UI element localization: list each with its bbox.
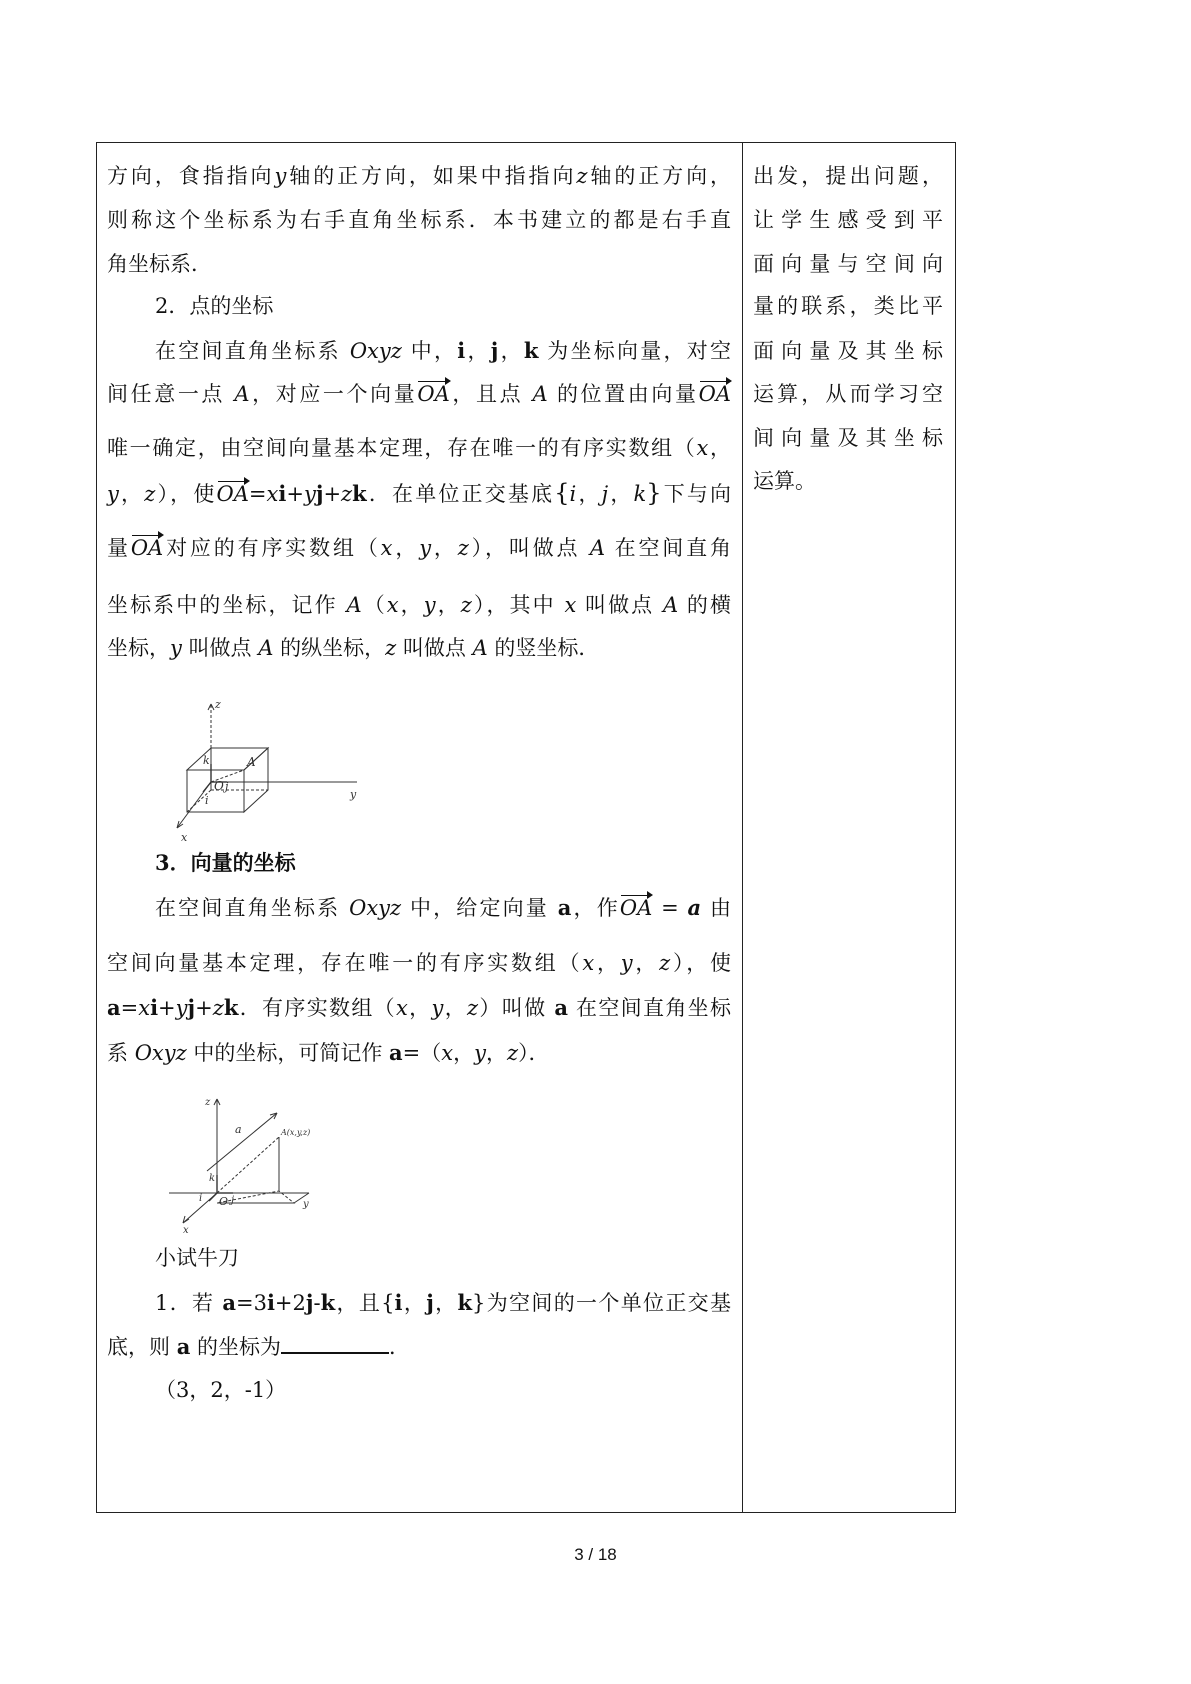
math-var: A: [532, 382, 548, 406]
text: ，且点: [449, 382, 533, 406]
text: ，: [608, 482, 634, 506]
math-var: x: [380, 536, 393, 560]
text: ，: [453, 1041, 475, 1065]
math-var: i: [569, 482, 577, 506]
paragraph-line: [107, 433, 731, 463]
text: +: [323, 482, 342, 506]
text: -: [313, 1291, 321, 1315]
math-var: Oxyz: [134, 1041, 187, 1065]
math-var: z: [457, 536, 469, 560]
text: ，作: [571, 896, 620, 920]
math-bold: k: [457, 1290, 473, 1315]
text: 的纵坐标，: [273, 636, 386, 660]
math-bold: j: [426, 1290, 434, 1315]
label-y: y: [350, 788, 357, 801]
math-bold: j: [187, 995, 196, 1020]
column-divider: [742, 143, 743, 1512]
label-k: k: [203, 754, 210, 767]
text: ，: [407, 996, 432, 1020]
note-line: 让学生感受到平: [753, 208, 943, 232]
section-heading-3: 3．向量的坐标: [155, 850, 296, 875]
label-j: j: [231, 1195, 235, 1206]
text: ，: [632, 951, 660, 975]
math-bold: a: [554, 995, 569, 1020]
label-y: y: [303, 1199, 309, 1210]
question-line: [155, 1288, 731, 1318]
math-var: y: [431, 996, 444, 1020]
label-z: z: [205, 1097, 211, 1108]
text: 方向，食指指向: [107, 164, 275, 188]
brace: }: [646, 479, 662, 507]
paragraph-line: [107, 379, 731, 409]
math-bold: a: [222, 1290, 236, 1315]
math-bold: i: [394, 1290, 403, 1315]
note-line: 面向量与空间向: [753, 252, 943, 276]
paragraph-line: [107, 633, 599, 663]
math-var: A: [258, 636, 274, 660]
math-bold: j: [305, 1290, 314, 1315]
text: ，: [485, 1041, 507, 1065]
text: 唯一确定，由空间向量基本定理，存在唯一的有序实数组（: [107, 436, 697, 460]
text: ．有序实数组（: [238, 996, 396, 1020]
text: 中，: [401, 339, 458, 363]
note-line: 量的联系，类比平: [753, 294, 943, 318]
text: ），其中: [471, 593, 565, 617]
text: ，: [594, 951, 621, 975]
math-var: A: [346, 593, 362, 617]
practice-heading: 小试牛刀: [155, 1246, 239, 1270]
math-var: y: [620, 951, 633, 975]
text: 轴的正方向，: [587, 164, 732, 188]
note-line: 面向量及其坐标: [753, 339, 943, 363]
text: 的位置由向量: [547, 382, 699, 406]
text: 底，则: [107, 1335, 177, 1359]
math-var: A: [589, 536, 606, 560]
label-k: k: [209, 1173, 216, 1184]
math-bold: a: [557, 895, 572, 920]
math-var: z: [659, 951, 671, 975]
answer-blank: [281, 1330, 389, 1354]
text: （: [361, 593, 387, 617]
math-var: z: [467, 996, 479, 1020]
paragraph-line: [155, 336, 731, 366]
text: =（: [402, 1041, 442, 1065]
math-bold: a: [389, 1040, 403, 1065]
text: 叫做点: [576, 593, 663, 617]
text: 间任意一点: [107, 382, 235, 406]
math-var: z: [460, 593, 472, 617]
math-var: y: [419, 536, 432, 560]
text: ）叫做: [478, 996, 555, 1020]
brace: {: [554, 479, 570, 507]
vector-OA-line: [217, 1137, 279, 1193]
text: 对应的有序实数组（: [163, 536, 381, 560]
label-i: i: [199, 1193, 203, 1204]
label-x: x: [183, 1225, 189, 1233]
label-a: a: [235, 1123, 242, 1136]
math-bold: a: [176, 1334, 191, 1359]
text: ，: [402, 1291, 427, 1315]
text: ）．: [518, 1041, 550, 1065]
paragraph-line: [107, 533, 731, 563]
math-var: k: [633, 482, 647, 506]
question-line: [107, 1330, 410, 1362]
x-arrow: [183, 1216, 189, 1223]
text: ，: [498, 339, 524, 363]
text: ．: [388, 1335, 410, 1359]
text: ，且{: [335, 1291, 395, 1315]
math-var: x: [441, 1041, 454, 1065]
math-var: z: [506, 1041, 519, 1065]
text: 中的坐标，可简记作: [186, 1041, 390, 1065]
text: =: [248, 482, 267, 506]
note-line: 运算，从而学习空: [753, 382, 943, 406]
text: =3: [235, 1291, 267, 1315]
math-var: Oxyz: [349, 339, 402, 363]
section-heading-2: 2．点的坐标: [155, 294, 274, 318]
unit-i: [209, 1193, 217, 1201]
text: 中，给定向量: [401, 896, 558, 920]
math-bold: i: [457, 338, 466, 363]
text: ，: [118, 482, 145, 506]
text: 1．若: [155, 1291, 223, 1315]
math-bold: k: [352, 481, 367, 506]
math-var: z: [576, 164, 588, 188]
text: 的坐标为: [190, 1335, 281, 1359]
text: 下与向: [661, 482, 732, 506]
paragraph-line: [107, 1038, 550, 1068]
vector-OA: OA: [699, 379, 731, 409]
math-var: j: [601, 482, 609, 506]
cube-coordinate-figure: [167, 698, 357, 843]
vector-OA: OA: [217, 479, 249, 509]
math-var: y: [303, 482, 316, 506]
text: 叫做点: [181, 636, 259, 660]
math-bold: i: [278, 481, 287, 506]
text: ，: [431, 536, 458, 560]
text: 坐标，: [107, 636, 170, 660]
math-var: x: [564, 593, 577, 617]
math-var: y: [170, 636, 182, 660]
math-bold: k: [523, 338, 539, 363]
math-var: A: [662, 593, 679, 617]
math-var: y: [107, 482, 119, 506]
text: ．在单位正交基底: [366, 482, 555, 506]
math-var: y: [274, 164, 287, 188]
math-bold: a: [107, 995, 121, 1020]
note-line: 运算。: [753, 469, 816, 493]
math-var: A: [472, 636, 488, 660]
note-line: 间向量及其坐标: [753, 426, 943, 450]
text: =: [652, 896, 688, 920]
math-var: y: [175, 996, 188, 1020]
math-var: A: [234, 382, 250, 406]
text: 由: [701, 896, 731, 920]
math-var: x: [266, 482, 279, 506]
math-var: y: [474, 1041, 486, 1065]
math-var: x: [396, 996, 408, 1020]
text: 为坐标向量，对空: [538, 339, 731, 363]
paragraph-line: 则称这个坐标系为右手直角坐标系．本书建立的都是右手直: [107, 208, 731, 232]
math-bold: j: [315, 481, 324, 506]
label-i: i: [205, 794, 209, 807]
text: +: [286, 482, 304, 506]
label-j: j: [225, 780, 229, 793]
math-var: z: [385, 636, 397, 660]
math-bold: i: [266, 1290, 275, 1315]
text: 空间向量基本定理，存在唯一的有序实数组（: [107, 951, 583, 975]
content-table: [96, 142, 956, 1513]
label-A: A: [247, 755, 256, 769]
answer-text: （3，2，-1）: [155, 1378, 287, 1402]
vector-coordinate-figure: [169, 1093, 359, 1233]
text: 轴的正方向，如果中指指向: [286, 164, 577, 188]
label-O: O: [219, 1195, 229, 1208]
math-bold: a: [687, 895, 702, 920]
text: ，: [576, 482, 602, 506]
vector-OA: OA: [131, 533, 163, 563]
text: +: [158, 996, 176, 1020]
paragraph-line: [107, 948, 731, 978]
math-var: x: [138, 996, 151, 1020]
paragraph-line: [107, 590, 731, 620]
text: 在空间直角: [605, 536, 731, 560]
text: ），使: [670, 951, 732, 975]
text: ，对应一个向量: [249, 382, 418, 406]
text: 在空间直角坐标系: [155, 339, 350, 363]
vector-OA: OA: [620, 893, 652, 923]
text: 系: [107, 1041, 135, 1065]
text: 在空间直角坐标系: [155, 896, 350, 920]
text: ，: [433, 1291, 458, 1315]
text: +: [195, 996, 213, 1020]
text: +2: [274, 1291, 306, 1315]
paragraph-line: [107, 161, 731, 191]
label-point-A: A(x,y,z): [281, 1128, 311, 1137]
math-var: x: [582, 951, 595, 975]
math-var: x: [386, 593, 399, 617]
text: 的竖坐标．: [487, 636, 600, 660]
math-bold: k: [320, 1290, 336, 1315]
text: ，: [392, 536, 420, 560]
paragraph-line: 角坐标系．: [107, 252, 212, 276]
text: ，: [465, 339, 491, 363]
text: =: [120, 996, 139, 1020]
page-number: 3 / 18: [574, 1545, 617, 1564]
math-var: z: [144, 482, 156, 506]
math-bold: i: [150, 995, 159, 1020]
math-bold: j: [490, 338, 499, 363]
paragraph-line: [107, 993, 731, 1023]
text: ，: [435, 593, 461, 617]
text: ，: [708, 436, 732, 460]
text: ），使: [155, 482, 217, 506]
label-x: x: [181, 831, 188, 843]
text: 坐标系中的坐标，记作: [107, 593, 347, 617]
text: ），叫做点: [468, 536, 590, 560]
label-z: z: [215, 698, 221, 711]
text: 的横: [678, 593, 731, 617]
text: ，: [398, 593, 424, 617]
vector-OA: OA: [417, 379, 449, 409]
note-line: 出发，提出问题，: [753, 164, 943, 188]
math-var: Oxyz: [349, 896, 402, 920]
math-var: y: [423, 593, 436, 617]
math-var: z: [212, 996, 224, 1020]
text: 在空间直角坐标: [568, 996, 731, 1020]
math-var: z: [341, 482, 353, 506]
label-O: O: [214, 779, 224, 793]
math-bold: k: [223, 995, 239, 1020]
text: 叫做点: [396, 636, 473, 660]
paragraph-line: [107, 478, 731, 509]
text: }为空间的一个单位正交基: [472, 1291, 732, 1315]
text: ，: [443, 996, 468, 1020]
text: 量: [107, 536, 131, 560]
math-var: x: [696, 436, 709, 460]
paragraph-line: [155, 893, 731, 923]
